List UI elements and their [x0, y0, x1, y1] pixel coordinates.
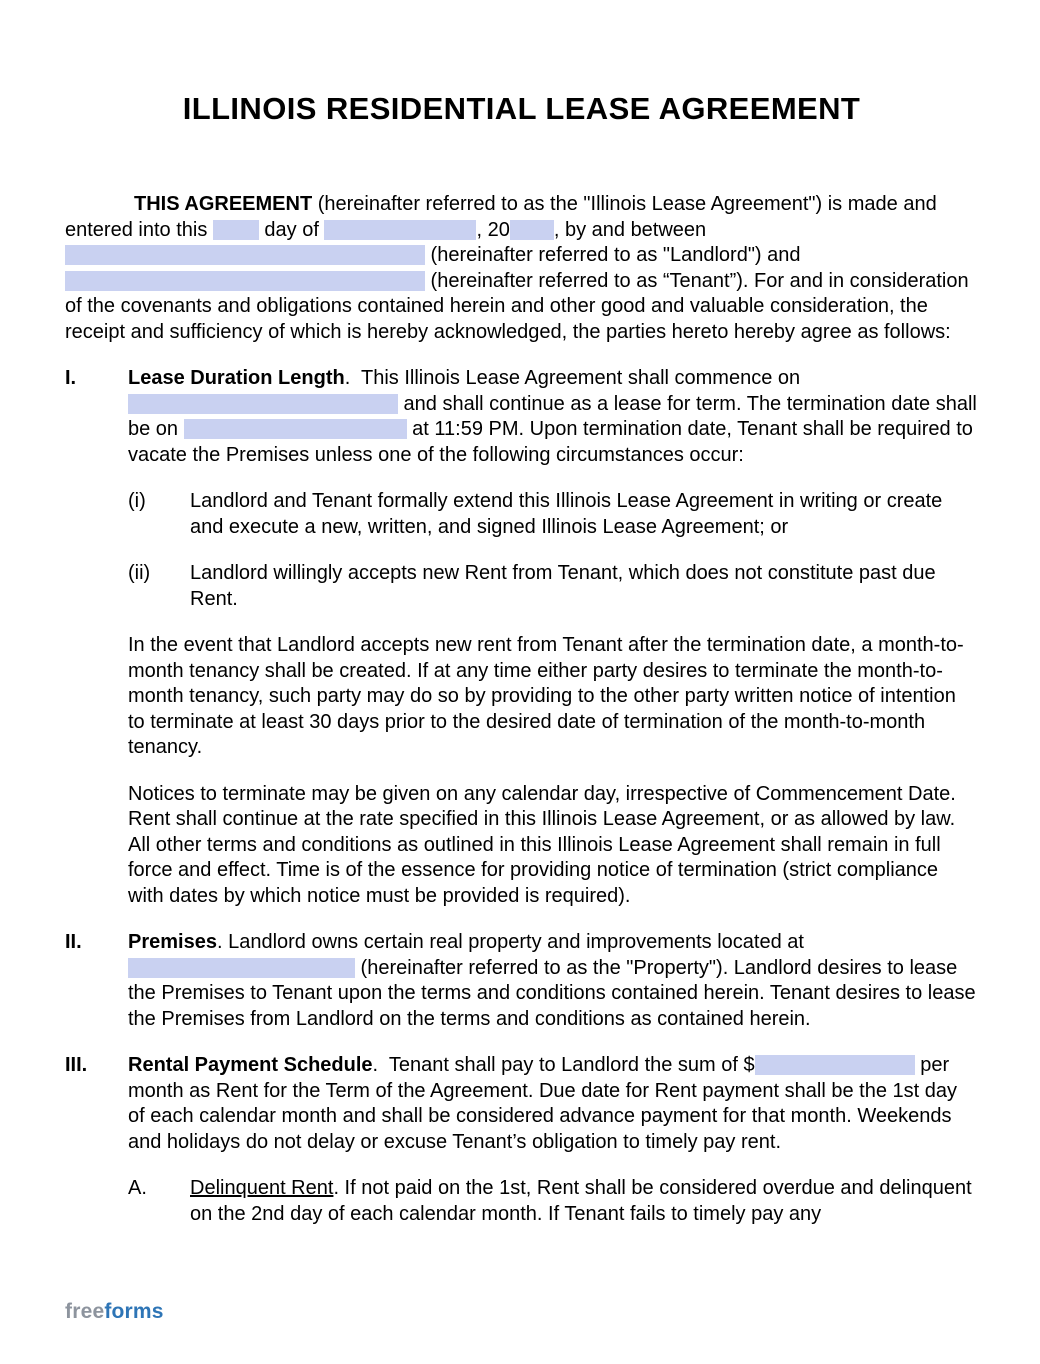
bold-run: Rental Payment Schedule — [128, 1054, 373, 1076]
clause-i — [128, 489, 978, 540]
clause-ii-number: (ii) — [128, 562, 151, 584]
section-iii-rental-payment-schedule — [65, 1053, 978, 1155]
document-title: ILLINOIS RESIDENTIAL LEASE AGREEMENT — [182, 91, 861, 126]
logo-forms-text: forms — [104, 1299, 164, 1323]
bold-run: THIS AGREEMENT — [134, 193, 313, 215]
clause-ii-text — [190, 561, 978, 612]
subitem-a-delinquent-rent — [128, 1176, 978, 1227]
text-run: day of — [258, 218, 325, 241]
fill-in-blank[interactable] — [128, 394, 398, 414]
subitem-a-delinquent-rent-number: A. — [128, 1177, 147, 1199]
text-run: . This Illinois Lease Agreement shall commence on — [344, 367, 801, 389]
text-run: (hereinafter referred to as the "Illinois Lease Agreement") is made and entered into this — [65, 193, 937, 241]
paragraph-month-to-month — [128, 633, 978, 761]
freeforms-logo — [65, 1299, 164, 1325]
clause-i-number: (i) — [128, 490, 146, 512]
text-run: , by and between — [553, 218, 707, 241]
section-ii-premises — [65, 930, 978, 1032]
section-i-lease-duration — [65, 366, 978, 468]
fill-in-blank[interactable] — [184, 419, 407, 439]
fill-in-blank[interactable] — [755, 1055, 915, 1075]
underline-run: Delinquent Rent — [190, 1177, 334, 1199]
text-run: , 20 — [476, 218, 510, 241]
document-body — [65, 192, 978, 1227]
text-run: and shall continue as a lease for term. The termination date shall be on — [128, 392, 977, 440]
fill-in-blank[interactable] — [65, 245, 425, 265]
bold-run: Lease Duration Length — [128, 367, 345, 389]
fill-in-blank[interactable] — [213, 220, 259, 240]
intro-paragraph — [65, 192, 978, 345]
text-run: (hereinafter referred to as "Landlord") and — [425, 244, 801, 266]
text-run: (hereinafter referred to as the "Property"). Landlord desires to lease the Premises to Tenant upon the terms and conditions contained herein. Tenant desires to lease the Premises from Landlord on the terms and conditions as contained herein. — [128, 956, 976, 1030]
text-run: In the event that Landlord accepts new rent from Tenant after the termination date, a month-to-month tenancy shall be created. If at any time either party desires to terminate the month-to-month tenancy, such party may do so by providing to the other party written notice of intention to terminate at least 30 days prior to the desired date of termination of the month-to-month tenancy. — [128, 634, 964, 758]
text-run: . Tenant shall pay to Landlord the sum of $ — [372, 1054, 755, 1076]
section-iii-rental-payment-schedule-number: III. — [65, 1054, 88, 1076]
fill-in-blank[interactable] — [128, 958, 355, 978]
fill-in-blank[interactable] — [510, 220, 554, 240]
fill-in-blank[interactable] — [65, 271, 425, 291]
text-run: Notices to terminate may be given on any calendar day, irrespective of Commencement Date. Rent shall continue at the rate specified in this Illinois Lease Agreement, or as allowed by law. All other terms and conditions as outlined in this Illinois Lease Agreement shall remain in full force and effect. Time is of the essence for providing notice of termination (strict compliance with dates by which notice must be provided is required). — [128, 782, 956, 907]
section-iii-rental-payment-schedule-text — [128, 1053, 978, 1155]
section-ii-premises-text — [128, 930, 978, 1032]
section-i-lease-duration-text — [128, 366, 978, 468]
subitem-a-delinquent-rent-text — [190, 1176, 978, 1227]
text-run: Landlord willingly accepts new Rent from Tenant, which does not constitute past due Rent. — [190, 562, 936, 610]
paragraph-termination-notices — [128, 782, 978, 910]
text-run: . If not paid on the 1st, Rent shall be considered overdue and delinquent on the 2nd day of each calendar month. If Tenant fails to timely pay any — [190, 1177, 972, 1225]
section-ii-premises-number: II. — [65, 931, 82, 953]
text-run: Landlord and Tenant formally extend this Illinois Lease Agreement in writing or create and execute a new, written, and signed Illinois Lease Agreement; or — [190, 490, 943, 538]
text-run: (hereinafter referred to as “Tenant”). For and in consideration of the covenants and obligations contained herein and other good and valuable consideration, the receipt and sufficiency of which is hereby acknowledged, the parties hereto hereby agree as follows: — [65, 269, 969, 343]
text-run: per month as Rent for the Term of the Agreement. Due date for Rent payment shall be the 1st day of each calendar month and shall be considered advance payment for that month. Weekends and holidays do not delay or excuse Tenant’s obligation to timely pay rent. — [128, 1054, 957, 1153]
clause-i-text — [190, 489, 978, 540]
logo-free-text: free — [65, 1299, 105, 1323]
text-run: at 11:59 PM. Upon termination date, Tenant shall be required to vacate the Premises unless one of the following circumstances occur: — [128, 418, 973, 466]
text-run: . Landlord owns certain real property and improvements located at — [216, 931, 804, 953]
fill-in-blank[interactable] — [324, 220, 476, 240]
clause-ii — [128, 561, 978, 612]
bold-run: Premises — [128, 931, 217, 953]
section-i-lease-duration-number: I. — [65, 367, 77, 389]
